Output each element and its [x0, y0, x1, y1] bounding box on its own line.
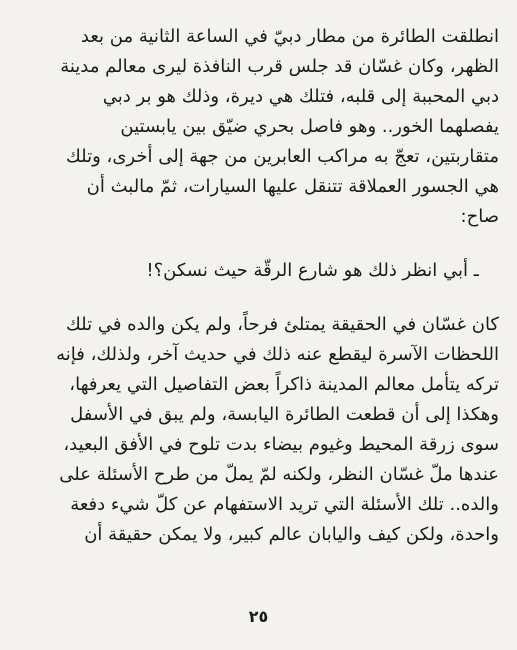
dialogue-line	[21, 256, 499, 286]
text-line: وهكذا إلى أن قطعت الطائرة اليابسة، ولم يبق في الأسفل	[70, 404, 499, 425]
paragraph-spacer	[21, 286, 499, 310]
text-line: واحدة، ولكن كيف واليابان عالم كبير، ولا يمكن حقيقة أن	[84, 524, 499, 545]
text-line: انطلقت الطائرة من مطار دبيّ في الساعة الثانية من بعد	[80, 26, 499, 47]
text-line: دبي المحببة إلى قلبه، فتلك هي ديرة، وذلك هو بر دبي	[102, 86, 499, 107]
text-line: والده.. تلك الأسئلة التي تريد الاستفهام عن كلّ شيء دفعة	[70, 494, 499, 515]
text-line: ـ أبي انظر ذلك هو شارع الرقّة حيث نسكن؟!	[146, 260, 479, 281]
text-line: اللحظات الآسرة ليقطع عنه ذلك في حديث آخر، ولذلك، فإنه	[56, 344, 499, 365]
paragraph-spacer	[21, 232, 499, 256]
text-line: الظهر، وكان غسّان قد جلس قرب النافذة ليرى معالم مدينة	[60, 56, 499, 77]
paragraph-2	[21, 310, 499, 550]
text-line: عندها ملّ غسّان النظر، ولكنه لمّ يملّ من طرح الأسئلة على	[59, 464, 499, 485]
text-line: يفصلهما الخور.. وهو فاصل بحري ضيّق بين يابستين	[120, 116, 499, 137]
text-line: تركه يتأمل معالم المدينة ذاكراً بعض التفاصيل التي يعرفها،	[69, 374, 499, 395]
body-text	[21, 22, 499, 550]
page-number: ٢٥	[248, 607, 269, 626]
text-line: هي الجسور العملاقة تتنقل عليها السيارات، ثمّ مالبث أن	[86, 176, 499, 197]
text-line: كان غسّان في الحقيقة يمتلئ فرحاً، ولم يكن والده في تلك	[65, 314, 499, 335]
text-line: متقاربتين، تعجّ به مراكب العابرين من جهة إلى أخرى، وتلك	[65, 146, 499, 167]
paragraph-1	[21, 22, 499, 232]
text-line: صاح:	[460, 206, 499, 227]
text-line: سوى زرقة المحيط وغيوم بيضاء بدت تلوح في الأفق البعيد،	[63, 434, 499, 455]
